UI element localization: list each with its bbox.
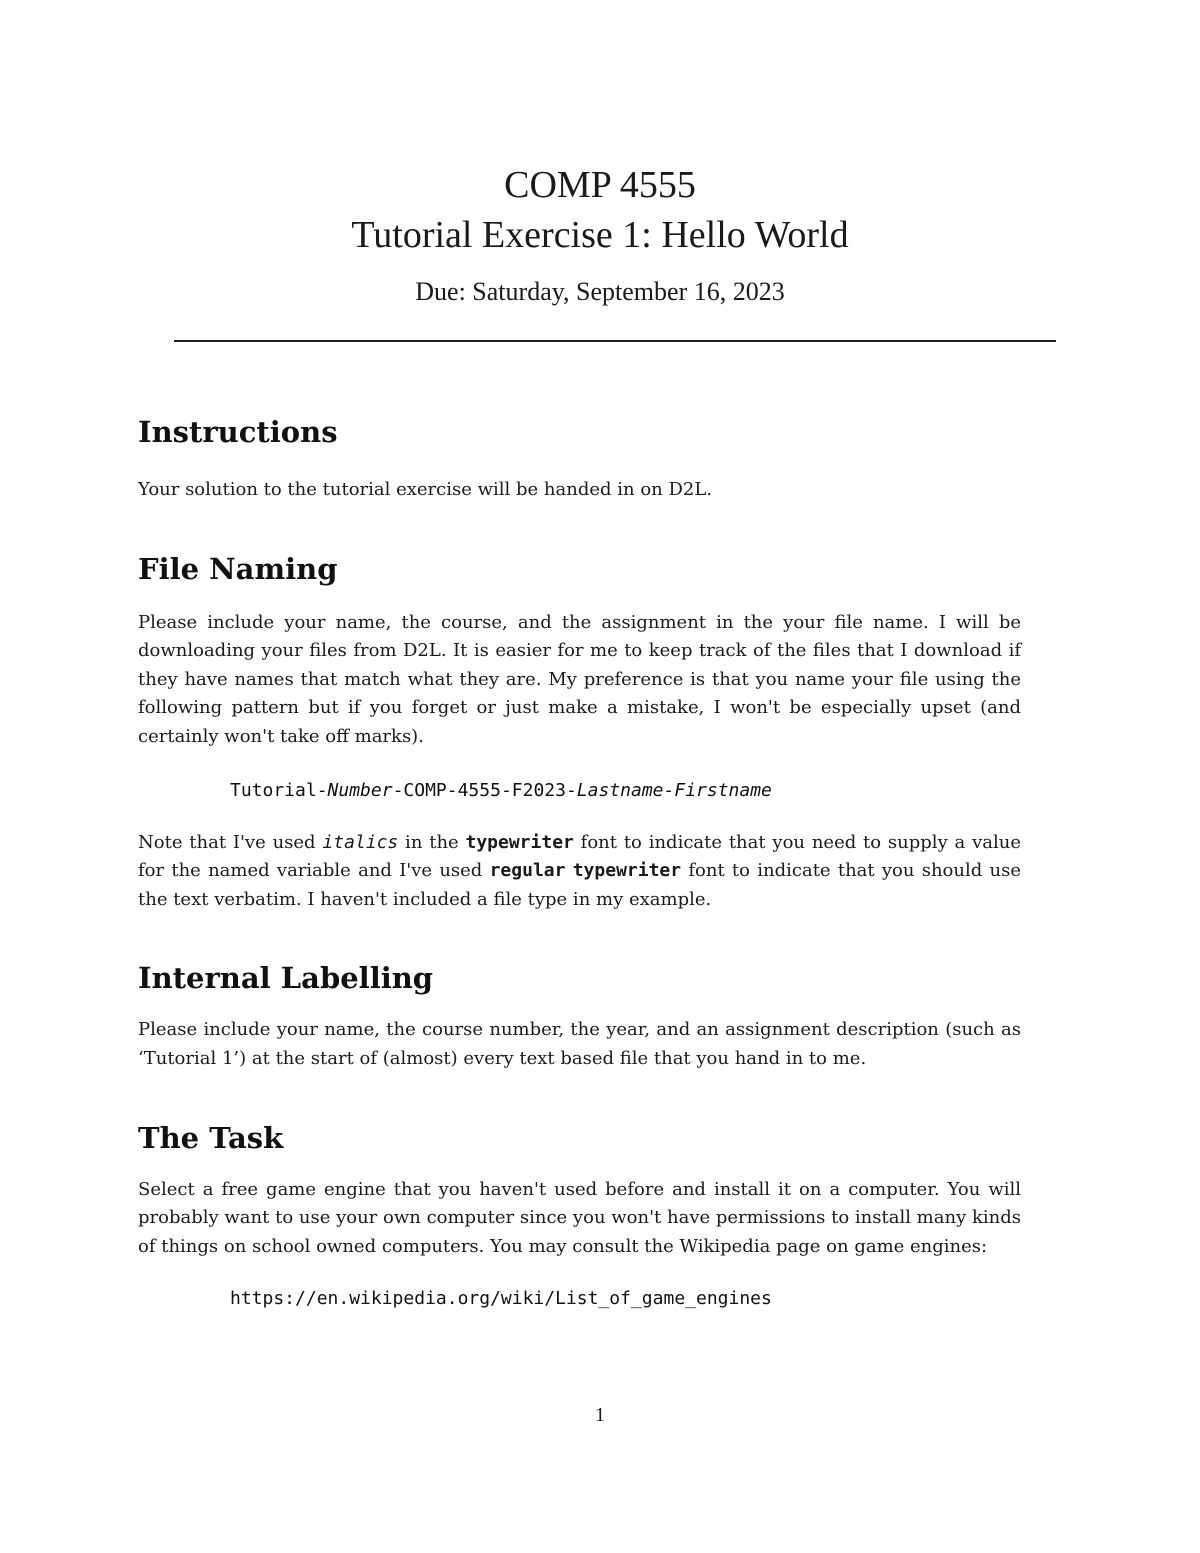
note-italics-word: italics <box>322 831 399 853</box>
section-the-task <box>138 1118 1021 1314</box>
file-naming-note <box>138 829 1021 915</box>
note-text-5: font to indicate that you should use the text verbatim. I haven't included a file type in my example. <box>138 860 1022 910</box>
section-internal-labelling <box>138 958 1021 1073</box>
section-heading-file-naming: File Naming <box>138 551 338 586</box>
pattern-variable-number: Number <box>327 779 393 801</box>
pattern-variable-lastname: Lastname <box>576 779 664 801</box>
title-block <box>0 160 1200 310</box>
document-body <box>138 412 1021 1313</box>
note-typewriter-word-2: typewriter <box>572 860 682 882</box>
the-task-paragraph: Select a free game engine that you haven't used before and install it on a computer. You will probably want to use your own computer since you won't have permissions to install many kinds of things on school owned computers. You may consult the Wikipedia page on game engines: <box>138 1178 1021 1257</box>
title-divider <box>174 340 1056 342</box>
course-title: COMP 4555 <box>504 164 696 206</box>
due-date: Due: Saturday, September 16, 2023 <box>415 277 785 306</box>
section-file-naming <box>138 549 1021 915</box>
instructions-paragraph: Your solution to the tutorial exercise will be handed in on D2L. <box>138 479 713 500</box>
pattern-literal-course: -COMP-4555-F2023- <box>392 779 577 801</box>
pattern-separator: - <box>663 779 675 801</box>
section-heading-the-task: The Task <box>138 1120 284 1155</box>
game-engines-url: https://en.wikipedia.org/wiki/List_of_game_engines <box>230 1288 772 1310</box>
page-number: 1 <box>595 1404 605 1426</box>
file-name-pattern <box>138 777 1021 805</box>
note-text-3: font to indicate that you need to supply a value for the named variable and I've used <box>138 831 1021 882</box>
section-heading-internal-labelling: Internal Labelling <box>138 961 434 996</box>
pattern-variable-firstname: Firstname <box>674 779 772 801</box>
note-text-2: in the <box>398 831 466 853</box>
note-text-1: Note that I've used <box>138 831 323 853</box>
section-heading-instructions: Instructions <box>138 415 338 449</box>
note-regular-word: regular <box>489 860 566 882</box>
pattern-literal-tutorial: Tutorial- <box>230 779 328 801</box>
exercise-title: Tutorial Exercise 1: Hello World <box>351 214 849 256</box>
file-naming-paragraph: Please include your name, the course, and the assignment in the your file name. I will be downloading your files from D2L. It is easier for me to keep track of the files that I download if they have names that match what they are. My preference is that you name your file using the following pattern but if you forget or just make a mistake, I won't be especially upset (and certainly won't take off marks). <box>138 611 1021 747</box>
note-typewriter-word-1: typewriter <box>465 831 574 853</box>
section-instructions <box>138 412 1021 505</box>
note-text-4 <box>565 860 572 881</box>
internal-labelling-paragraph: Please include your name, the course number, the year, and an assignment description (such as ‘Tutorial 1’) at the start of (almost) every text based file that you hand in to me. <box>138 1019 1021 1069</box>
